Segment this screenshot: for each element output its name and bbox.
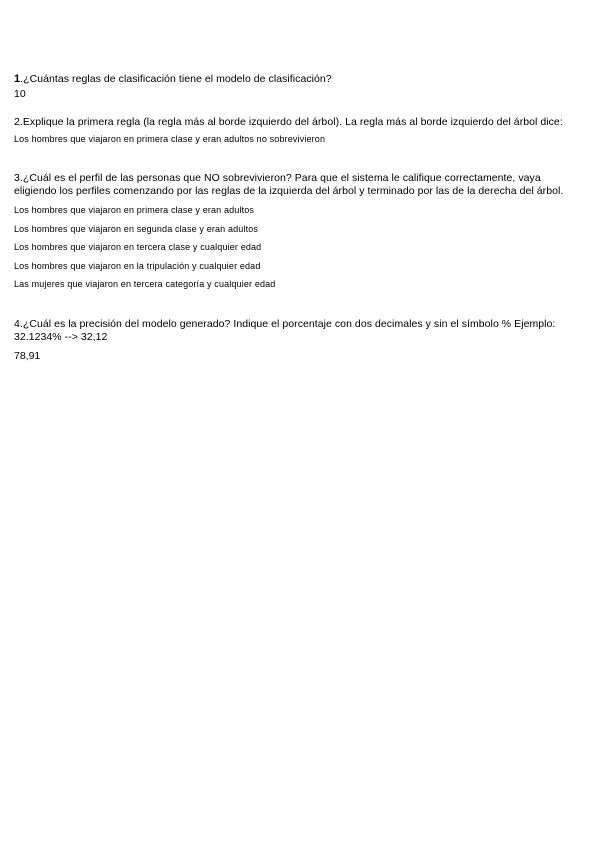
question-1-number: 1 [14, 73, 21, 85]
list-item: Las mujeres que viajaron en tercera categoría y cualquier edad [14, 279, 276, 290]
answer-4: 78,91 [14, 350, 41, 362]
list-item: Los hombres que viajaron en primera clase y eran adultos [14, 205, 255, 215]
list-item: Los hombres que viajaron en tercera clase y cualquier edad [14, 242, 262, 253]
answer-1: 10 [14, 88, 26, 100]
question-2: 2.Explique la primera regla (la regla más al borde izquierdo del árbol). La regla más al borde izquierdo del árbol dice: [14, 116, 563, 128]
question-1 [14, 73, 584, 86]
question-3: 3.¿Cuál es el perfil de las personas que NO sobrevivieron? Para que el sistema le califique correctamente, vaya eligiendo los perfiles comenzando por las reglas de la izquierda del árbol y terminado por las de la derecha del árbol. [14, 172, 564, 197]
list-item: Los hombres que viajaron en la tripulación y cualquier edad [14, 260, 261, 271]
answer-2: Los hombres que viajaron en primera clase y eran adultos no sobrevivieron [14, 134, 326, 144]
question-1-text: .¿Cuántas reglas de clasificación tiene el modelo de clasificación? [20, 73, 332, 85]
answer-3-list [14, 205, 584, 298]
list-item: Los hombres que viajaron en segunda clase y eran adultos [14, 223, 259, 234]
question-4: 4.¿Cuál es la precisión del modelo generado? Indique el porcentaje con dos decimales y sin el símbolo % Ejemplo: 32.1234% --> 32,12 [14, 318, 556, 343]
